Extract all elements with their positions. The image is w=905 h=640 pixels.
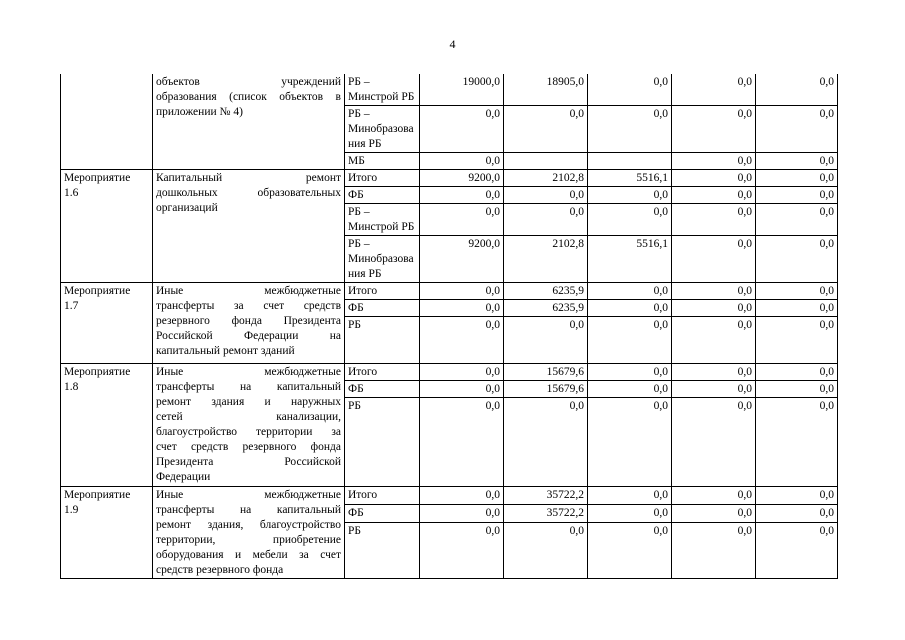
description-line: благоустройство территории за	[156, 426, 341, 438]
value-cell: 0,0	[672, 153, 756, 170]
value-cell: 0,0	[756, 381, 838, 398]
value-cell: 2102,8	[504, 236, 588, 283]
value-cell: 9200,0	[420, 170, 504, 187]
description-line: резервного фонда Президента	[156, 315, 341, 327]
description-line: сетей канализации,	[156, 411, 341, 423]
source-cell: ФБ	[345, 381, 420, 398]
value-cell: 15679,6	[504, 364, 588, 381]
description-line: ремонт здания и наружных	[156, 396, 341, 408]
value-cell: 0,0	[588, 187, 672, 204]
value-cell: 0,0	[420, 300, 504, 317]
source-cell: РБ – Минстрой РБ	[345, 74, 420, 106]
value-cell: 5516,1	[588, 170, 672, 187]
table-row	[61, 364, 838, 381]
description-line: объектов учреждений	[156, 76, 341, 88]
description-cell	[153, 283, 345, 364]
value-cell: 0,0	[420, 364, 504, 381]
value-cell: 0,0	[756, 317, 838, 364]
description-line: Федерации	[156, 471, 211, 483]
value-cell: 0,0	[588, 204, 672, 236]
value-cell: 0,0	[672, 300, 756, 317]
value-cell: 35722,2	[504, 504, 588, 522]
value-cell: 0,0	[504, 187, 588, 204]
value-cell: 6235,9	[504, 300, 588, 317]
value-cell: 0,0	[588, 364, 672, 381]
value-cell: 6235,9	[504, 283, 588, 300]
value-cell: 35722,2	[504, 487, 588, 505]
value-cell: 9200,0	[420, 236, 504, 283]
description-line: дошкольных образовательных	[156, 187, 341, 199]
value-cell: 0,0	[756, 170, 838, 187]
description-line: образования (список объектов в	[156, 91, 341, 103]
value-cell: 0,0	[756, 504, 838, 522]
description-line: ремонт здания, благоустройство	[156, 519, 341, 531]
value-cell: 0,0	[588, 283, 672, 300]
source-cell: Итого	[345, 283, 420, 300]
value-cell: 0,0	[420, 487, 504, 505]
source-cell: ФБ	[345, 504, 420, 522]
event-cell: Мероприятие 1.9	[61, 487, 153, 579]
value-cell: 0,0	[420, 504, 504, 522]
table-row	[61, 283, 838, 300]
table-row	[61, 170, 838, 187]
value-cell	[588, 153, 672, 170]
description-cell	[153, 487, 345, 579]
source-cell: ФБ	[345, 187, 420, 204]
value-cell: 0,0	[756, 153, 838, 170]
value-cell: 18905,0	[504, 74, 588, 106]
value-cell: 0,0	[588, 487, 672, 505]
value-cell: 0,0	[588, 300, 672, 317]
value-cell: 0,0	[756, 487, 838, 505]
description-line: Российской Федерации на	[156, 330, 341, 342]
value-cell: 0,0	[588, 381, 672, 398]
value-cell: 0,0	[420, 522, 504, 578]
source-cell: РБ	[345, 398, 420, 487]
value-cell: 5516,1	[588, 236, 672, 283]
event-cell	[61, 74, 153, 170]
description-line: Иные межбюджетные	[156, 366, 341, 378]
event-cell: Мероприятие 1.7	[61, 283, 153, 364]
value-cell: 0,0	[756, 204, 838, 236]
value-cell: 0,0	[588, 522, 672, 578]
value-cell: 0,0	[420, 187, 504, 204]
value-cell: 0,0	[756, 74, 838, 106]
description-cell	[153, 74, 345, 170]
value-cell: 2102,8	[504, 170, 588, 187]
page-number: 4	[449, 37, 456, 51]
value-cell: 0,0	[672, 504, 756, 522]
value-cell: 0,0	[756, 522, 838, 578]
source-cell: РБ – Минстрой РБ	[345, 204, 420, 236]
value-cell: 0,0	[420, 398, 504, 487]
description-line: Капитальный ремонт	[156, 172, 341, 184]
value-cell: 0,0	[672, 170, 756, 187]
value-cell: 0,0	[420, 204, 504, 236]
value-cell: 0,0	[672, 187, 756, 204]
value-cell: 0,0	[756, 283, 838, 300]
description-line: Иные межбюджетные	[156, 489, 341, 501]
source-cell: МБ	[345, 153, 420, 170]
value-cell: 0,0	[504, 106, 588, 153]
description-line: Иные межбюджетные	[156, 285, 341, 297]
value-cell: 0,0	[756, 364, 838, 381]
source-cell: Итого	[345, 487, 420, 505]
description-line: Президента Российской	[156, 456, 341, 468]
value-cell: 0,0	[504, 398, 588, 487]
source-cell: Итого	[345, 364, 420, 381]
value-cell: 0,0	[672, 106, 756, 153]
source-cell: Итого	[345, 170, 420, 187]
value-cell: 0,0	[420, 381, 504, 398]
value-cell: 0,0	[588, 74, 672, 106]
description-line: капитальный ремонт зданий	[156, 345, 295, 357]
value-cell: 0,0	[672, 487, 756, 505]
value-cell: 0,0	[420, 283, 504, 300]
value-cell: 0,0	[504, 522, 588, 578]
value-cell: 0,0	[420, 106, 504, 153]
value-cell: 0,0	[588, 504, 672, 522]
value-cell: 0,0	[588, 398, 672, 487]
description-line: оборудования и мебели за счет	[156, 549, 341, 561]
value-cell: 0,0	[672, 283, 756, 300]
budget-table	[60, 74, 838, 579]
value-cell: 0,0	[756, 398, 838, 487]
source-cell: РБ	[345, 522, 420, 578]
value-cell: 0,0	[504, 204, 588, 236]
description-line: трансферты на капитальный	[156, 504, 341, 516]
description-line: средств резервного фонда	[156, 564, 284, 576]
table-row	[61, 74, 838, 106]
value-cell: 0,0	[672, 204, 756, 236]
value-cell: 0,0	[672, 522, 756, 578]
source-cell: ФБ	[345, 300, 420, 317]
source-cell: РБ – Минобразова ния РБ	[345, 236, 420, 283]
source-cell: РБ – Минобразова ния РБ	[345, 106, 420, 153]
value-cell: 0,0	[420, 317, 504, 364]
value-cell: 0,0	[672, 74, 756, 106]
description-line: трансферты за счет средств	[156, 300, 341, 312]
value-cell: 0,0	[672, 236, 756, 283]
value-cell: 0,0	[420, 153, 504, 170]
value-cell: 0,0	[588, 317, 672, 364]
value-cell: 0,0	[756, 106, 838, 153]
description-line: счет средств резервного фонда	[156, 441, 341, 453]
value-cell: 0,0	[756, 187, 838, 204]
value-cell: 0,0	[756, 236, 838, 283]
description-line: трансферты на капитальный	[156, 381, 341, 393]
event-cell: Мероприятие 1.8	[61, 364, 153, 487]
table-row	[61, 487, 838, 505]
source-cell: РБ	[345, 317, 420, 364]
value-cell	[504, 153, 588, 170]
value-cell: 19000,0	[420, 74, 504, 106]
event-cell: Мероприятие 1.6	[61, 170, 153, 283]
description-line: организаций	[156, 202, 218, 214]
value-cell: 0,0	[588, 106, 672, 153]
description-line: территории, приобретение	[156, 534, 341, 546]
description-cell	[153, 170, 345, 283]
value-cell: 0,0	[672, 364, 756, 381]
value-cell: 0,0	[672, 317, 756, 364]
value-cell: 0,0	[756, 300, 838, 317]
value-cell: 0,0	[504, 317, 588, 364]
value-cell: 15679,6	[504, 381, 588, 398]
description-line: приложении № 4)	[156, 106, 243, 118]
description-cell	[153, 364, 345, 487]
value-cell: 0,0	[672, 398, 756, 487]
value-cell: 0,0	[672, 381, 756, 398]
